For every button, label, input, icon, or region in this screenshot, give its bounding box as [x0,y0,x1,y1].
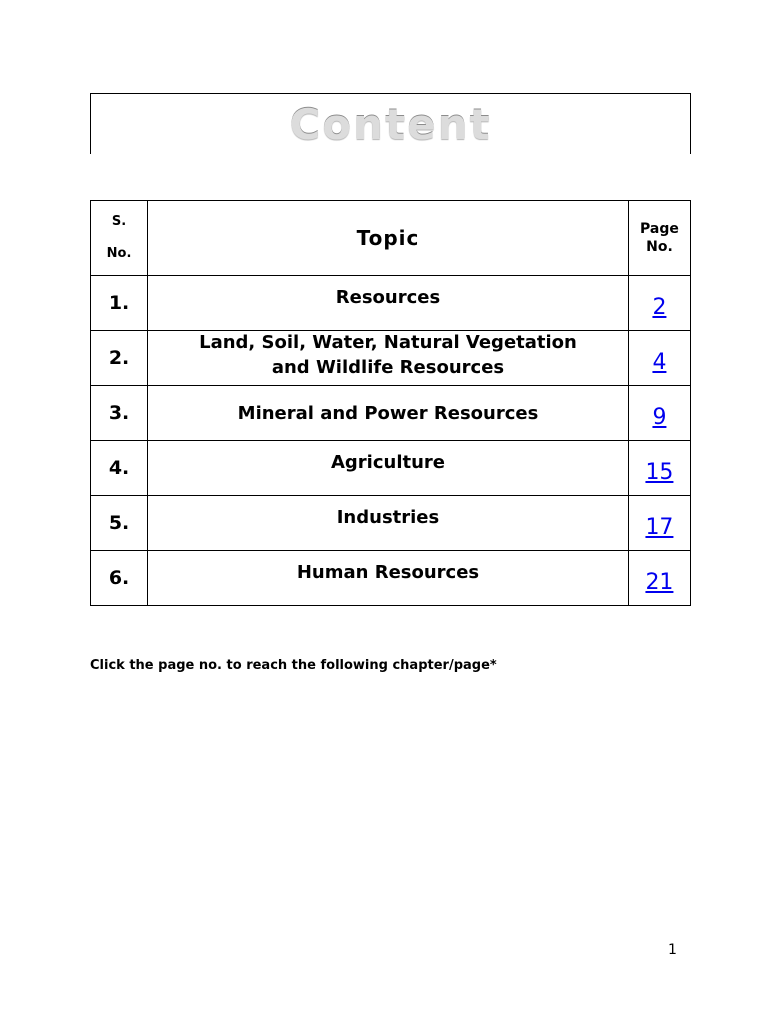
sno-header-line1: S. [111,214,127,229]
page-link[interactable]: 17 [645,515,674,540]
page-number: 1 [668,942,677,958]
table-row [91,551,691,606]
table-row [91,496,691,551]
table-row [91,276,691,331]
page-title: Content [289,100,492,149]
topic-cell [148,386,629,441]
sno-cell: 6. [91,551,148,606]
page-link[interactable]: 2 [652,295,667,320]
topic-cell [148,276,629,331]
topic-text: Mineral and Power Resources [237,402,539,424]
sno-cell: 4. [91,441,148,496]
page-cell [628,386,690,441]
topic-text: Industries [336,506,440,528]
topic-text-line2: and Wildlife Resources [271,357,505,378]
table-row [91,441,691,496]
page-cell [628,331,690,386]
sno-cell: 1. [91,276,148,331]
instruction-note: Click the page no. to reach the following chapter/page* [90,658,497,673]
sno-header-line2: No. [106,246,132,261]
table-row [91,331,691,386]
topic-cell [148,331,629,386]
sno-cell: 2. [91,331,148,386]
page-link[interactable]: 4 [652,350,667,375]
page-link[interactable]: 9 [652,405,667,430]
page-header [628,201,690,276]
page-link[interactable]: 21 [645,570,674,595]
topic-header: Topic [148,201,629,276]
sno-cell: 5. [91,496,148,551]
page-header-line2: No. [646,239,673,255]
contents-table [90,200,691,606]
title-box [90,93,691,154]
topic-cell [148,496,629,551]
page-cell [628,496,690,551]
table-row [91,386,691,441]
topic-text: Agriculture [330,451,445,473]
sno-cell: 3. [91,386,148,441]
header-row [91,201,691,276]
topic-cell [148,551,629,606]
sno-header [91,201,148,276]
topic-cell [148,441,629,496]
topic-text: Resources [335,286,441,308]
page-header-line1: Page [640,221,679,237]
page-cell [628,551,690,606]
topic-text [148,330,628,380]
topic-text: Human Resources [296,561,480,583]
topic-text-line1: Land, Soil, Water, Natural Vegetation [199,332,577,353]
page-link[interactable]: 15 [645,460,674,485]
page-cell [628,276,690,331]
page-cell [628,441,690,496]
